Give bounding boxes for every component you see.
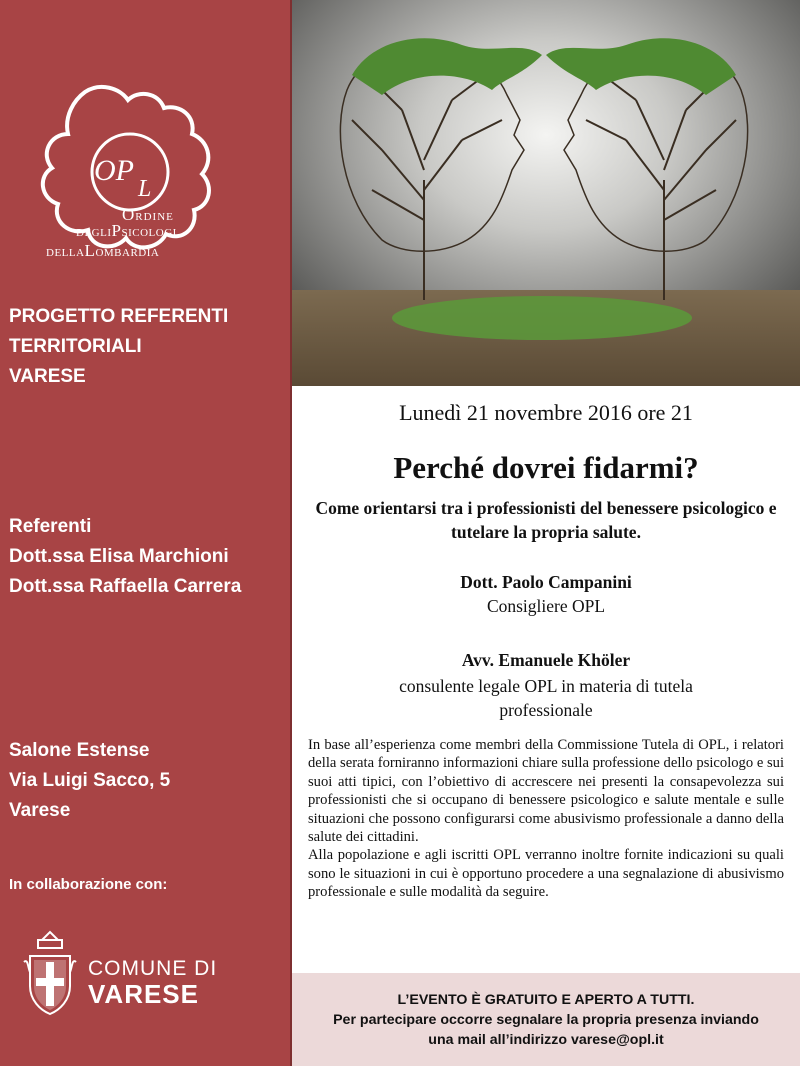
- logo-line-psicologi: DEGLIPSICOLOGI: [76, 221, 177, 240]
- description-paragraph: In base all’esperienza come membri della Commissione Tutela di OPL, i relatori della serata forniranno informazioni chiare sulla professione dello psicologo e sui suoi atti tipici, con l’obiettivo di accrescere nei presenti la consapevolezza sui professionisti che si occupano di benessere psicologico e salute mentale e sulle situazioni che possono configurarsi come abusivismo professionale a danno della salute dei cittadini.: [308, 737, 784, 846]
- registration-footer: [292, 973, 800, 1066]
- footer-email[interactable]: una mail all’indirizzo varese@opl.it: [428, 1032, 664, 1048]
- comune-varese-wordmark: [88, 958, 217, 1007]
- logo-line-lombardia: DELLALOMBARDIA: [46, 241, 160, 260]
- tree-heads-image: [292, 0, 800, 386]
- footer-instructions: Per partecipare occorre segnalare la propria presenza inviando: [333, 1012, 759, 1028]
- referente-name: Dott.ssa Elisa Marchioni: [9, 546, 229, 567]
- event-date: Lunedì 21 novembre 2016 ore 21: [399, 400, 693, 425]
- comune-line1: COMUNE DI: [88, 957, 218, 980]
- comune-line2: VARESE: [88, 979, 199, 1009]
- sidebar: [0, 0, 292, 1066]
- footer-free-event: L’EVENTO È GRATUITO E APERTO A TUTTI.: [397, 992, 695, 1008]
- project-title: [9, 302, 228, 392]
- svg-text:OP: OP: [94, 154, 134, 187]
- venue-name: Salone Estense: [9, 740, 150, 761]
- collaboration-label: In collaborazione con:: [9, 876, 168, 893]
- svg-text:L: L: [138, 176, 152, 202]
- event-subtitle: Come orientarsi tra i professionisti del benessere psicologico e tutelare la propria salute.: [315, 498, 777, 542]
- speaker-role: consulente legale OPL in materia di tutela professionale: [399, 676, 693, 720]
- project-line: PROGETTO REFERENTI: [9, 306, 229, 327]
- referenti-heading: Referenti: [9, 516, 92, 537]
- venue-street: Via Luigi Sacco, 5: [9, 770, 171, 791]
- hero-illustration: [292, 0, 800, 386]
- referenti-block: [9, 512, 241, 602]
- project-line: VARESE: [9, 366, 86, 387]
- logo-line-ordine: ORDINE: [122, 205, 174, 224]
- event-description: [308, 736, 784, 902]
- venue-city: Varese: [9, 800, 71, 821]
- referente-name: Dott.ssa Raffaella Carrera: [9, 576, 242, 597]
- speaker-name: Avv. Emanuele Khöler: [461, 650, 631, 670]
- speaker-name: Dott. Paolo Campanini: [460, 572, 632, 592]
- event-title: Perché dovrei fidarmi?: [393, 450, 699, 485]
- description-paragraph: Alla popolazione e agli iscritti OPL verranno inoltre fornite indicazioni su quali sono le situazioni in cui è opportuno procedere a una segnalazione di abusivismo professionale e sulle modalità da seguire.: [308, 847, 784, 901]
- speaker-role: Consigliere OPL: [486, 596, 606, 616]
- venue-block: [9, 736, 170, 826]
- project-line: TERRITORIALI: [9, 336, 142, 357]
